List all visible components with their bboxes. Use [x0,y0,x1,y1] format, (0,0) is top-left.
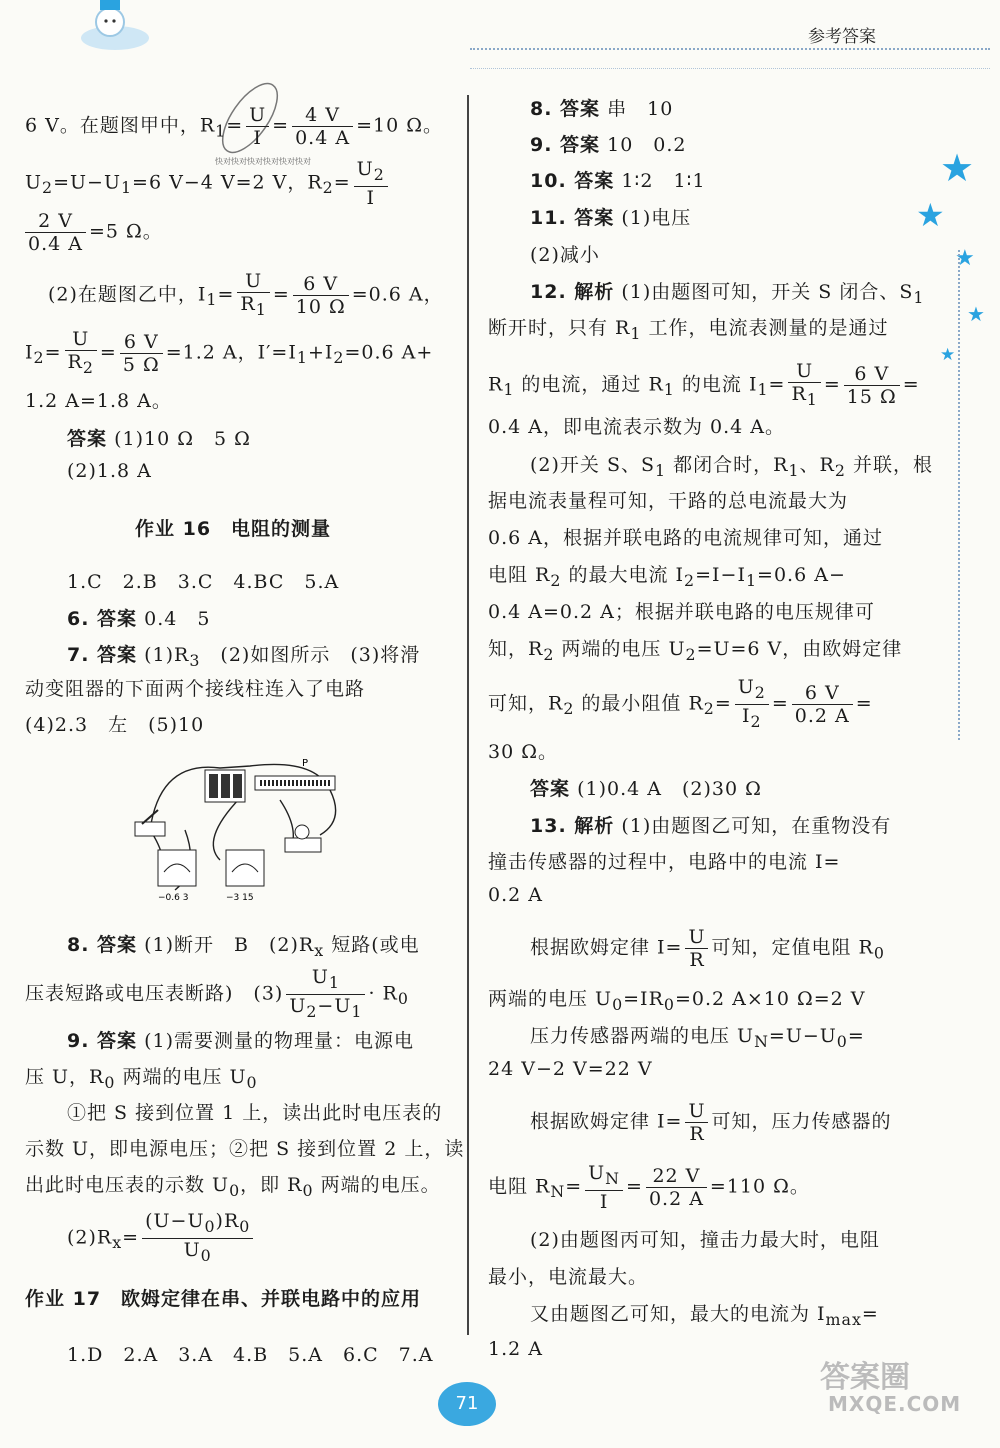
q9-answer-3: ①把 S 接到位置 1 上，读出此时电压表的 [67,1102,443,1124]
left-line-2: $U_2=U-U_1=6$ V−4 V=2 V，$R_2=$ $\frac{U_2}{I}$ [25,158,391,209]
left-line-3: $\frac{2 V}{0.4 A}$ =5 Ω。 [22,210,163,255]
left-line-1: 6 V。在题图甲中，$R_1=$ $\frac{U}{I}$ = $\frac{4 V}{0.4 A}$ =10 Ω。 [25,104,443,149]
q9-answer-2: 压 U，$R_0$ 两端的电压 $U_0$ [25,1066,258,1092]
star-icon: ★ [916,196,945,234]
battery-icon [205,770,245,802]
star-icon: ★ [955,246,975,271]
r-q13: 13. 解析 (1)由题图乙可知，在重物没有 [530,815,892,837]
r-q12-2: 断开时，只有 $R_1$ 工作，电流表测量的是通过 [488,317,889,343]
q8-answer-2: 压表短路或电压表断路) (3) $\frac{U_1}{U_2-U_1}$ · $R_0$ [25,966,409,1021]
r-q13-5: 两端的电压 $U_0=IR_0=0.2$ A×10 Ω=2 V [488,988,866,1014]
q6-answer: 6. 答案 0.4 5 [67,608,211,630]
r-q12-8: 电阻 $R_2$ 的最大电流 $I_2=I-I_1=0.6$ A− [488,564,846,590]
ammeter-icon [158,850,196,903]
r-q13-11: 最小，电流最大。 [488,1266,649,1288]
r-q10: 10. 答案 1∶2 1∶1 [530,170,706,192]
logo-watermark-text: 快对快对快对快对快对快对 [215,157,311,166]
r-q13-12: 又由题图乙可知，最大的电流为 $I_{max}=$ [530,1303,879,1329]
r-q13-9: 电阻 $R_N=$ $\frac{U_N}{I}$ = $\frac{22 V}{0.2 A}$ =110 Ω。 [488,1162,810,1213]
r-q13-7: 24 V−2 V=22 V [488,1058,653,1080]
q9-answer-5: 出此时电压表的示数 $U_0$，即 $R_0$ 两端的电压。 [25,1174,441,1200]
r-q12-3: $R_1$ 的电流，通过 $R_1$ 的电流 $I_1=$ $\frac{U}{R_1}$ = $\frac{6 V}{15 \Omega}$ = [488,360,920,409]
rheostat-icon [255,758,335,790]
bulb-icon [285,825,321,852]
q1-5-answers: 1.C 2.B 3.C 4.BC 5.A [67,571,340,593]
r-q13-4: 根据欧姆定律 I= $\frac{U}{R}$ 可知，定值电阻 $R_0$ [530,926,885,971]
ammeter-label: −0.6 3 [158,893,189,903]
stamp-watermark-url: MXQE.COM [828,1392,962,1416]
left-answer-line: 答案 (1)10 Ω 5 Ω [67,428,251,450]
left-line-6: 1.2 A=1.8 A。 [25,390,172,412]
margin-dotted-line [958,250,960,740]
q9-answer-4: 示数 U，即电源电压；②把 S 接到位置 2 上，读 [25,1138,465,1160]
page-number: 71 [438,1382,496,1426]
q8-answer: 8. 答案 (1)断开 B $(2)R_x$ 短路(或电 [67,934,420,960]
voltmeter-icon [226,850,264,903]
r-q12: 12. 解析 (1)由题图可知，开关 S 闭合、$S_1$ [530,281,925,307]
circuit-diagram [130,750,360,910]
q9-answer-6: $(2)R_x=$ $\frac{(U-U_0)R_0}{U_0}$ [67,1210,256,1267]
r-q13-2: 撞击传感器的过程中，电路中的电流 I= [488,851,841,873]
r-q12-11: 可知，$R_2$ 的最小阻值 $R_2=$ $\frac{U_2}{I_2}$ = $\frac{6 V}{0.2 A}$ = [488,676,873,731]
r-q11: 11. 答案 (1)电压 [530,207,692,229]
star-icon: ★ [940,146,975,190]
header-divider [470,48,990,50]
left-line-5: $I_2=$ $\frac{U}{R_2}$ = $\frac{6 V}{5 \Omega}$ =1.2 A，$I'=I_1+I_2=0.6$ A+ [25,328,434,377]
r-q13-3: 0.2 A [488,884,543,906]
r-q12-6: 据电流表量程可知，干路的总电流最大为 [488,490,849,512]
q7-answer-3: (4)2.3 左 (5)10 [25,714,205,736]
star-icon: ★ [967,302,985,326]
r-q12-5: (2)开关 S、$S_1$ 都闭合时，$R_1$、$R_2$ 并联，根 [530,454,933,480]
r-q13-6: 压力传感器两端的电压 $U_N=U-U_0=$ [530,1025,865,1051]
left-answer-line-2: (2)1.8 A [67,460,152,482]
voltmeter-label: −3 15 [226,893,254,903]
r-q12-9: 0.4 A=0.2 A；根据并联电路的电压规律可 [488,601,875,623]
r-q9: 9. 答案 10 0.2 [530,134,687,156]
q7-answer: 7. 答案 $(1)R_3$ (2)如图所示 (3)将滑 [67,644,421,670]
header-divider-secondary [470,68,990,69]
section-title-16: 作业 16 电阻的测量 [135,518,332,540]
q7-answer-2: 动变阻器的下面两个接线柱连入了电路 [25,678,366,700]
r-q12-12: 30 Ω。 [488,741,558,763]
r-q12-4: 0.4 A，即电流表示数为 0.4 A。 [488,416,785,438]
r-q13-10: (2)由题图丙可知，撞击力最大时，电阻 [530,1229,880,1251]
r-q12-7: 0.6 A，根据并联电路的电流规律可知，通过 [488,527,883,549]
q9-answer: 9. 答案 (1)需要测量的物理量：电源电 [67,1030,415,1052]
r-q13-13: 1.2 A [488,1338,543,1360]
r-q13-8: 根据欧姆定律 I= $\frac{U}{R}$ 可知，压力传感器的 [530,1100,892,1145]
r-q12-10: 知，$R_2$ 两端的电压 $U_2=U=6$ V，由欧姆定律 [488,638,903,664]
switch-icon [135,810,165,836]
r-q8: 8. 答案 串 10 [530,98,674,120]
snowman-mascot-icon [70,0,160,50]
stamp-watermark: 答案圈 [820,1360,910,1395]
section-title-17: 作业 17 欧姆定律在串、并联电路中的应用 [25,1288,422,1310]
column-divider [467,95,469,1335]
q17-answers: 1.D 2.A 3.A 4.B 5.A 6.C 7.A [67,1344,434,1366]
rheostat-label: P [302,758,309,769]
r-q12-answer: 答案 (1)0.4 A (2)30 Ω [530,778,762,800]
r-q11-2: (2)减小 [530,244,600,266]
left-line-4: (2)在题图乙中，$I_1=$ $\frac{U}{R_1}$ = $\frac{6 V}{10 \Omega}$ =0.6 A， [48,270,444,319]
star-icon: ★ [940,345,956,365]
header-label: 参考答案 [808,27,876,47]
